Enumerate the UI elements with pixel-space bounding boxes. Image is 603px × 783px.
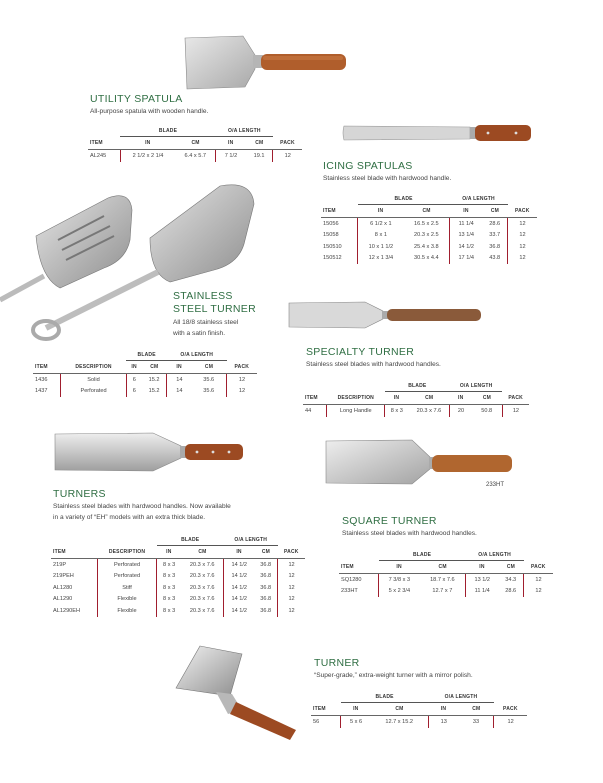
table-row: 219P Perforated 8 x 3 20.3 x 7.6 14 1/2 36.8 12 xyxy=(51,559,305,571)
turners-table xyxy=(51,535,305,617)
table-row: AL245 2 1/2 x 2 1/4 6.4 x 5.7 7 1/2 19.1 12 xyxy=(88,150,302,162)
column-header: CM xyxy=(142,361,167,374)
column-header: IN xyxy=(428,703,459,716)
utility-spatula-table xyxy=(88,126,302,162)
square-turner-table xyxy=(339,550,553,597)
table-row: 1437 Perforated 6 15.2 14 35.6 12 xyxy=(33,386,257,398)
column-header: CM xyxy=(254,546,277,559)
column-header: PACK xyxy=(227,361,257,374)
turner-table xyxy=(311,692,527,728)
turners-description-line1: Stainless steel blades with hardwood handles. Now available xyxy=(53,503,231,510)
column-header: CM xyxy=(246,137,273,150)
column-header: IN xyxy=(167,361,192,374)
specialty-turner-title: SPECIALTY TURNER xyxy=(306,346,415,358)
stainless-turner-title-line1: STAINLESS xyxy=(173,290,233,302)
blade-group-header: BLADE xyxy=(157,535,224,546)
column-header: PACK xyxy=(502,392,529,405)
column-header: CM xyxy=(404,205,450,218)
column-header: IN xyxy=(358,205,404,218)
column-header: IN xyxy=(385,392,409,405)
oa-length-group-header: O/A LENGTH xyxy=(428,692,494,703)
column-header: CM xyxy=(175,137,215,150)
column-header: ITEM xyxy=(33,361,61,374)
turners-title: TURNERS xyxy=(53,488,106,500)
table-row: 150512 12 x 1 3/4 30.5 x 4.4 17 1/4 43.8 12 xyxy=(321,253,537,265)
icing-spatula-photo xyxy=(340,122,532,144)
table-row: AL1290 Flexible 8 x 3 20.3 x 7.6 14 1/2 36.8 12 xyxy=(51,594,305,606)
column-header: CM xyxy=(498,561,523,574)
column-header: CM xyxy=(459,703,494,716)
icing-spatulas-description: Stainless steel blade with hardwood handle. xyxy=(323,175,452,182)
column-header: PACK xyxy=(494,703,527,716)
oa-length-group-header: O/A LENGTH xyxy=(224,535,278,546)
column-header: IN xyxy=(216,137,246,150)
square-turner-photo-label: 233HT xyxy=(486,482,505,488)
column-header: IN xyxy=(466,561,499,574)
utility-spatula-photo xyxy=(183,35,348,90)
table-row: SQ1280 7 3/8 x 3 18.7 x 7.6 13 1/2 34.3 12 xyxy=(339,574,553,586)
square-turner-title: SQUARE TURNER xyxy=(342,515,437,527)
column-header: IN xyxy=(157,546,181,559)
table-row: 44 Long Handle 8 x 3 20.3 x 7.6 20 50.8 12 xyxy=(303,405,529,417)
column-header: CM xyxy=(471,392,502,405)
specialty-turner-photo xyxy=(287,300,483,330)
stainless-turner-description-line1: All 18/8 stainless steel xyxy=(173,319,239,326)
column-header: ITEM xyxy=(321,205,358,218)
table-row: 219PEH Perforated 8 x 3 20.3 x 7.6 14 1/2 36.8 12 xyxy=(51,571,305,583)
column-header: CM xyxy=(371,703,429,716)
table-row: AL1280 Stiff 8 x 3 20.3 x 7.6 14 1/2 36.8 12 xyxy=(51,582,305,594)
turner-title: TURNER xyxy=(314,657,360,669)
square-turner-description: Stainless steel blades with hardwood handles. xyxy=(342,530,477,537)
column-header: PACK xyxy=(273,137,302,150)
column-header: CM xyxy=(191,361,226,374)
column-header: IN xyxy=(450,205,483,218)
blade-group-header: BLADE xyxy=(120,126,216,137)
column-header: CM xyxy=(181,546,224,559)
table-row: AL1290EH Flexible 8 x 3 20.3 x 7.6 14 1/2 36.8 12 xyxy=(51,605,305,617)
column-header: IN xyxy=(224,546,254,559)
table-row: 56 5 x 6 12.7 x 15.2 13 33 12 xyxy=(311,716,527,728)
square-turner-photo xyxy=(324,439,514,485)
oa-length-group-header: O/A LENGTH xyxy=(466,550,524,561)
utility-spatula-title: UTILITY SPATULA xyxy=(90,93,183,105)
specialty-turner-table xyxy=(303,381,529,417)
icing-spatulas-table xyxy=(321,194,537,264)
column-header: CM xyxy=(408,392,450,405)
column-header: ITEM xyxy=(88,137,120,150)
turners-description-line2: in a variety of “EH” models with an extra thick blade. xyxy=(53,514,206,521)
column-header: CM xyxy=(482,205,507,218)
column-header: ITEM xyxy=(303,392,327,405)
column-header: DESCRIPTION xyxy=(327,392,385,405)
column-header: DESCRIPTION xyxy=(61,361,127,374)
utility-spatula-description: All-purpose spatula with wooden handle. xyxy=(90,108,209,115)
blade-group-header: BLADE xyxy=(379,550,466,561)
column-header: IN xyxy=(126,361,141,374)
oa-length-group-header: O/A LENGTH xyxy=(167,350,227,361)
oa-length-group-header: O/A LENGTH xyxy=(450,194,508,205)
oa-length-group-header: O/A LENGTH xyxy=(216,126,273,137)
column-header: PACK xyxy=(524,561,553,574)
column-header: PACK xyxy=(508,205,537,218)
stainless-turner-title-line2: STEEL TURNER xyxy=(173,303,256,315)
turner-photo xyxy=(170,644,302,742)
blade-group-header: BLADE xyxy=(385,381,450,392)
column-header: PACK xyxy=(278,546,305,559)
table-row: 1436 Solid 6 15.2 14 35.6 12 xyxy=(33,374,257,386)
column-header: CM xyxy=(420,561,466,574)
blade-group-header: BLADE xyxy=(126,350,166,361)
column-header: ITEM xyxy=(311,703,341,716)
oa-length-group-header: O/A LENGTH xyxy=(450,381,502,392)
table-row: 15056 6 1/2 x 1 16.5 x 2.5 11 1/4 28.6 12 xyxy=(321,218,537,230)
column-header: IN xyxy=(450,392,472,405)
stainless-turner-table xyxy=(33,350,257,397)
stainless-turner-description-line2: with a satin finish. xyxy=(173,330,226,337)
column-header: ITEM xyxy=(51,546,97,559)
column-header: IN xyxy=(120,137,175,150)
turner-description: “Super-grade,” extra-weight turner with a mirror polish. xyxy=(314,672,473,679)
turners-photo xyxy=(53,432,245,472)
table-row: 150510 10 x 1 1/2 25.4 x 3.8 14 1/2 36.8 12 xyxy=(321,241,537,253)
specialty-turner-description: Stainless steel blades with hardwood handles. xyxy=(306,361,441,368)
column-header: ITEM xyxy=(339,561,379,574)
table-row: 15058 8 x 1 20.3 x 2.5 13 1/4 33.7 12 xyxy=(321,230,537,242)
column-header: DESCRIPTION xyxy=(97,546,156,559)
table-row: 233HT 5 x 2 3/4 12.7 x 7 11 1/4 28.6 12 xyxy=(339,586,553,598)
blade-group-header: BLADE xyxy=(358,194,450,205)
column-header: IN xyxy=(379,561,420,574)
column-header: IN xyxy=(341,703,371,716)
icing-spatulas-title: ICING SPATULAS xyxy=(323,160,413,172)
blade-group-header: BLADE xyxy=(341,692,428,703)
